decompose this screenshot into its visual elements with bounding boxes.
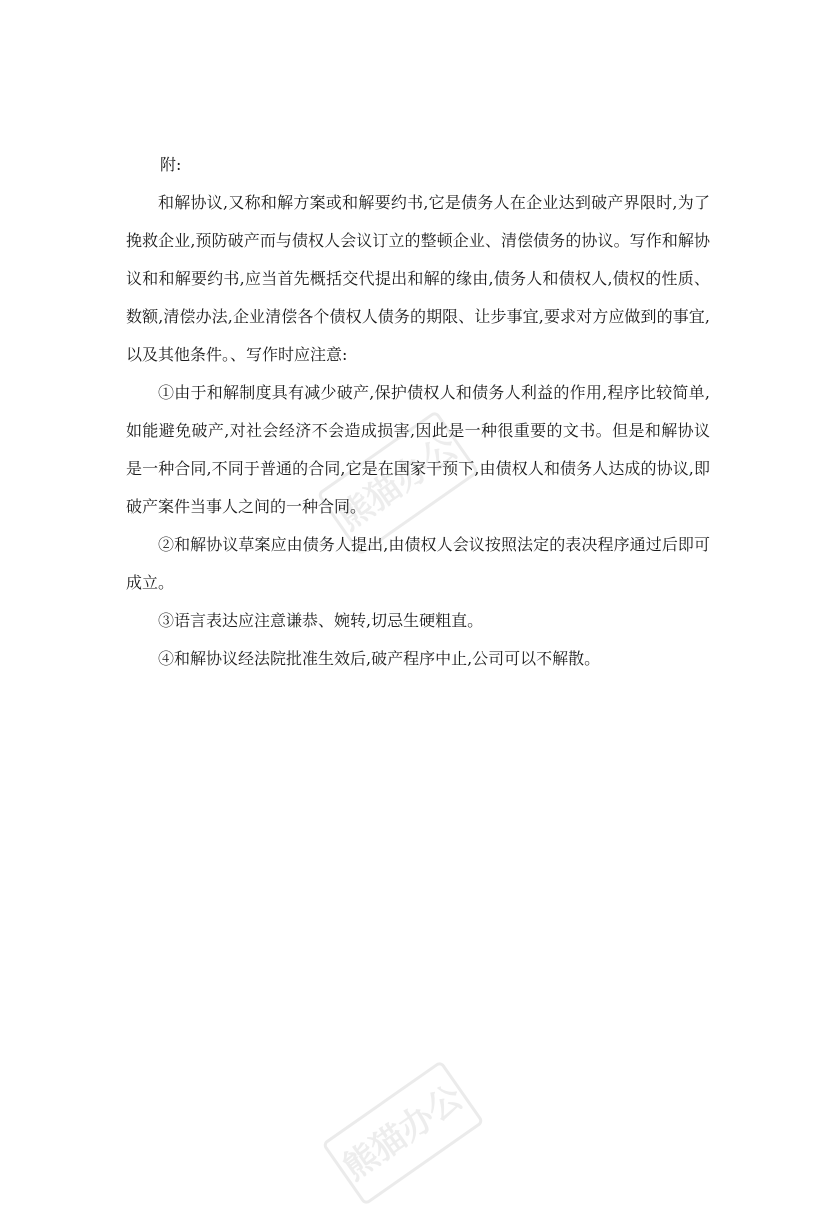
note-1-paragraph: ①由于和解制度具有减少破产,保护债权人和债务人利益的作用,程序比较简单,如能避免破产,对社会经济不会造成损害,因此是一种很重要的文书。但是和解协议是一种合同,不同于普通的合同,它是在国家干预下,由债权人和债务人达成的协议,即破产案件当事人之间的一种合同。 [126,383,710,516]
watermark-stamp: 熊猫办公 [321,1060,484,1206]
intro-paragraph: 和解协议,又称和解方案或和解要约书,它是债务人在企业达到破产界限时,为了挽救企业,预防破产而与债权人会议订立的整顿企业、清偿债务的协议。写作和解协议和和解要约书,应当首先概括交代提出和解的缘由,债务人和债权人,债权的性质、数额,清偿办法,企业清偿各个债权人债务的期限、让步事宜,要求对方应做到的事宜,以及其他条件。、写作时应注意: [126,193,710,364]
document-body [126,146,710,678]
watermark-stamp: 熊猫办公 [316,410,479,556]
note-4-paragraph: ④和解协议经法院批准生效后,破产程序中止,公司可以不解散。 [158,649,601,668]
note-3-paragraph: ③语言表达应注意谦恭、婉转,切忌生硬粗直。 [158,611,484,630]
note-2-paragraph: ②和解协议草案应由债务人提出,由债权人会议按照法定的表决程序通过后即可成立。 [126,535,710,592]
section-heading: 附: [160,155,182,174]
